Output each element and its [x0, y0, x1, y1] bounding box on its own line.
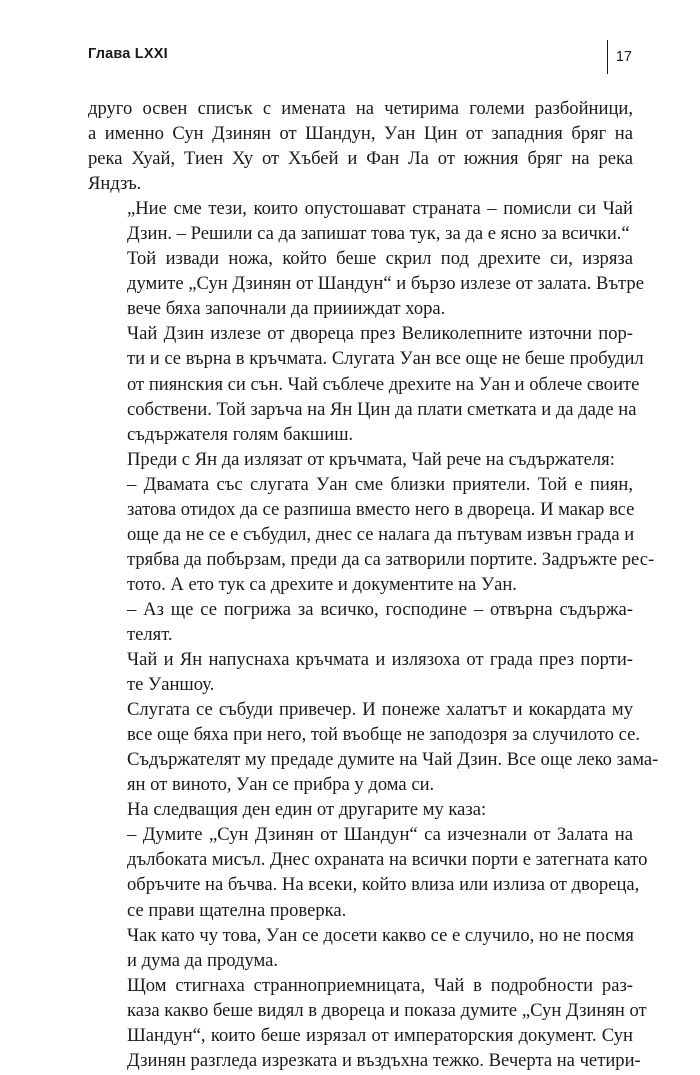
text-line: вече бяха започнали да приииждат хора. [127, 298, 446, 320]
text-line: Съдържателят му предаде думите на Чай Дзин. Все още леко зама- [127, 749, 659, 771]
paragraph [88, 597, 633, 647]
text-line: – Двамата със слугата Уан сме близки приятели. Той е пиян, [127, 473, 633, 495]
text-line: каза какво беше видял в двореца и показа думите „Сун Дзинян от [127, 999, 647, 1021]
paragraph [88, 321, 644, 446]
text-line: Дзинян разгледа изрезката и въздъхна тежко. Вечерта на четири- [127, 1049, 641, 1071]
paragraph [88, 923, 633, 973]
text-line: На следващия ден един от другарите му каза: [127, 799, 487, 821]
text-line: Яндзъ. [88, 173, 142, 195]
paragraph [88, 797, 633, 822]
paragraph [88, 96, 633, 196]
body-text [88, 96, 659, 1073]
text-line: Дзин. – Решили са да запишат това тук, за да е ясно за всички.“ [127, 223, 630, 245]
paragraph [88, 822, 648, 922]
text-line: Чай и Ян напуснаха кръчмата и излязоха от града през порти- [127, 649, 633, 671]
text-line: Слугата се събуди привечер. И понеже халатът и кокардата му [127, 699, 633, 721]
paragraph [88, 647, 633, 697]
paragraph [88, 697, 659, 797]
text-line: Той извади ножа, който беше скрил под дрехите си, изряза [127, 248, 633, 270]
text-line: затова отидох да се разпиша вместо него в двореца. И макар все [127, 498, 635, 520]
text-line: все още бяха при него, той въобще не заподозря за случилото се. [127, 724, 640, 746]
text-line: ти и се върна в кръчмата. Слугата Уан все още не беше пробудил [127, 348, 644, 370]
text-line: от пиянския си сън. Чай съблече дрехите на Уан и облече своите [127, 373, 640, 395]
text-line: Чак като чу това, Уан се досети какво се е случило, но не посмя [127, 924, 634, 946]
text-line: ян от виното, Уан се прибра у дома си. [127, 774, 435, 796]
page-number-block [607, 40, 632, 74]
text-line: река Хуай, Тиен Ху от Хъбей и Фан Ла от южния бряг на река [88, 148, 633, 170]
text-line: тото. А ето тук са дрехите и документите на Уан. [127, 573, 517, 595]
page-number: 17 [615, 49, 632, 65]
paragraph [88, 472, 655, 597]
text-line: Щом стигнаха странноприемницата, Чай в подробности раз- [127, 974, 633, 996]
text-line: друго освен списък с имената на четирима големи разбойници, [88, 98, 633, 119]
text-line: още да не се е събудил, днес се налага да пътувам извън града и [127, 523, 635, 545]
paragraph [88, 973, 647, 1073]
text-line: се прави щателна проверка. [127, 899, 347, 921]
text-line: трябва да побързам, преди да са затворили портите. Задръжте рес- [127, 548, 655, 570]
chapter-title: Глава LXXI [88, 46, 168, 62]
paragraph [88, 447, 633, 472]
text-line: и дума да продума. [127, 949, 279, 971]
text-line: думите „Сун Дзинян от Шандун“ и бързо излезе от залата. Вътре [127, 273, 644, 295]
text-line: – Думите „Сун Дзинян от Шандун“ са изчезнали от Залата на [127, 824, 633, 846]
text-line: „Ние сме тези, които опустошават страната – помисли си Чай [127, 198, 633, 220]
paragraph [88, 196, 633, 246]
text-line: Шандун“, които беше изрязал от императорския документ. Сун [127, 1024, 633, 1046]
text-line: обръчите на бъчва. На всеки, който влиза или излиза от двореца, [127, 874, 640, 896]
text-line: дълбоката мисъл. Днес охраната на всички порти е затегната като [127, 849, 648, 871]
text-line: те Уаншоу. [127, 674, 215, 696]
text-line: собствени. Той заръча на Ян Цин да плати сметката и да даде на [127, 398, 637, 420]
text-line: съдържателя голям бакшиш. [127, 423, 354, 445]
text-line: Преди с Ян да излязат от кръчмата, Чай рече на съдържателя: [127, 448, 615, 470]
running-header [86, 40, 632, 74]
header-divider [607, 40, 608, 74]
text-line: Чай Дзин излезе от двореца през Великолепните източни пор- [127, 323, 633, 345]
text-line: телят. [127, 623, 173, 645]
text-line: – Аз ще се погрижа за всичко, господине – отвърна съдържа- [127, 598, 633, 620]
paragraph [88, 246, 644, 321]
text-line: а именно Сун Дзинян от Шандун, Уан Цин от западния бряг на [88, 123, 633, 145]
